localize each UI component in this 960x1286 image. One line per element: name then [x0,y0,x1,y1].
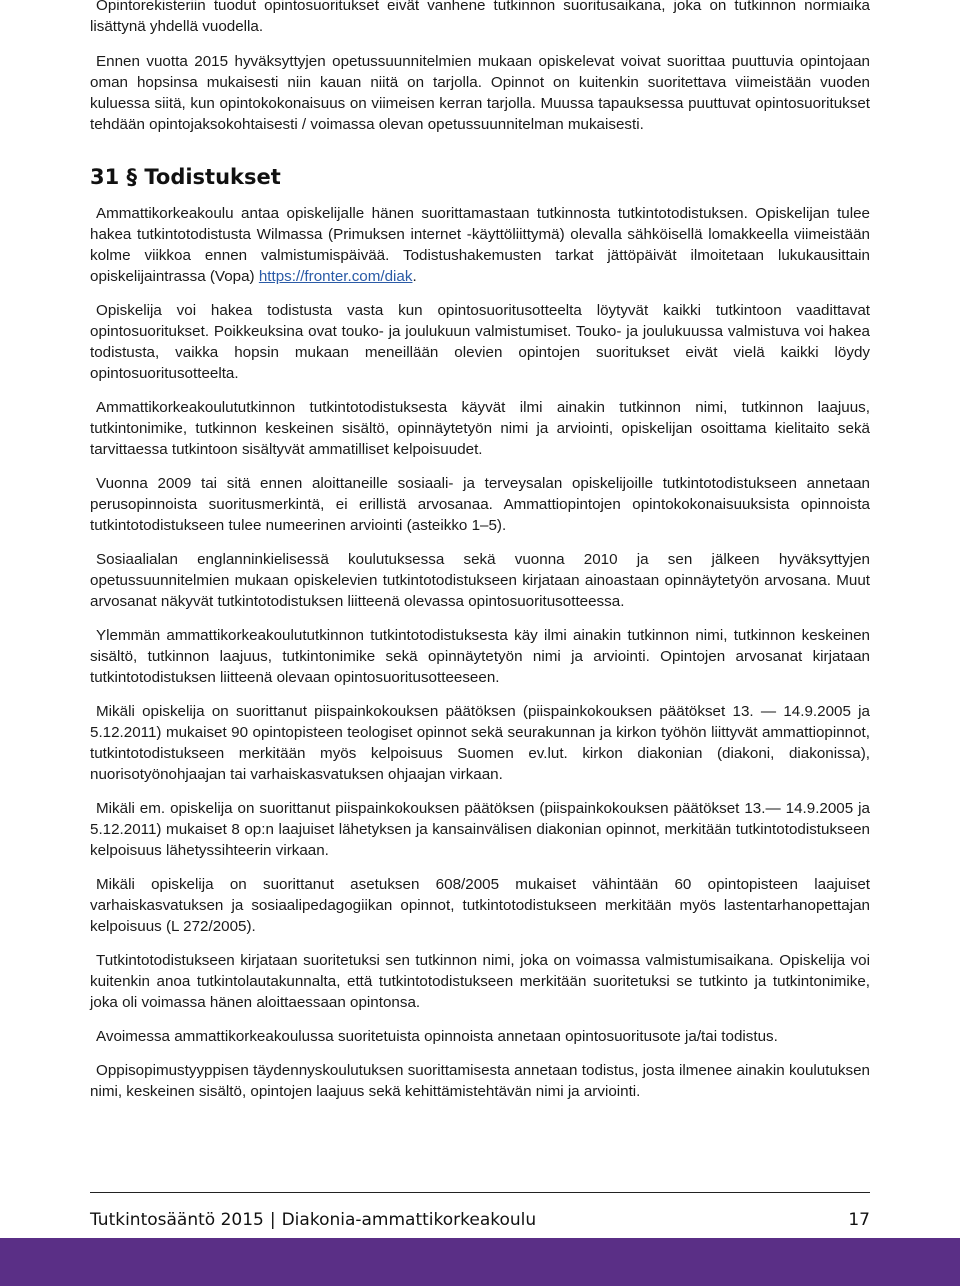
page-footer [90,1192,870,1230]
paragraph-church-qualification: Mikäli opiskelija on suorittanut piispainkokouksen päätöksen (piispainkokouksen päätökset 13. — 14.9.2005 ja 5.12.2011) mukaiset 90 opintopisteen teologiset opinnot sekä seurakunnan ja kirkon työhön liittyvät ammattiopinnot, tutkintotodistukseen merkitään myös kelpoisuus Suomen ev.lut. kirkon diakonian (diakoni, diakonissa), nuorisotyönohjaajan tai varhaiskasvatuksen ohjaajan virkaan. [90,703,870,783]
paragraph-old-curriculum: Ennen vuotta 2015 hyväksyttyjen opetussuunnitelmien mukaan opiskelevat voivat suorittaa puuttuvia opintojaan oman hopsinsa mukaisesti niin kauan niitä on tarjolla. Opinnot on kuitenkin suoritettava viimeistään vuoden kuluessa siitä, kun opintokokonaisuus on viimeisen kerran tarjolla. Muussa tapauksessa puuttuvat opintosuoritukset tehdään opintojaksokohtaisesti / voimassa olevan opetussuunnitelman mukaisesti. [90,53,870,133]
paragraph-2009-students: Vuonna 2009 tai sitä ennen aloittaneille sosiaali- ja terveysalan opiskelijoille tutkintotodistukseen annetaan perusopinnoista suoritusmerkintä, ei erillistä arvosanaa. Ammattiopintojen opintokokonaisuuksista opinnoista tutkintotodistukseen tulee numeerinen arviointi (asteikko 1–5). [90,475,870,534]
section-symbol: § [126,165,138,189]
section-number: 31 [90,165,120,189]
section-title: Todistukset [144,165,281,189]
footer-title-right: Diakonia-ammattikorkeakoulu [281,1210,537,1230]
paragraph-application-timing: Opiskelija voi hakea todistusta vasta kun opintosuoritusotteelta löytyvät kaikki tutkintoon vaadittavat opintosuoritukset. Poikkeuksina ovat touko- ja joulukuun valmistumiset. Touko- ja joulukuussa valmistuva voi hakea todistusta, vaikka hopsin mukaan meneillään olevien opintojen suoritukset eivät vielä kaikki löydy opintosuoritusotteelta. [90,302,870,382]
footer-separator: | [269,1210,276,1230]
page-content [90,0,870,1102]
paragraph-degree-content: Ammattikorkeakoulututkinnon tutkintotodistuksesta käyvät ilmi ainakin tutkinnon nimi, tutkinnon laajuus, tutkintonimike, tutkinnon keskeinen sisältö, opinnäytetyön nimi ja arviointi, opiskelijan osoittama kielitaito sekä tarvittaessa tutkintoon sisältyvät ammatilliset kelpoisuudet. [90,399,870,458]
paragraph-early-education: Mikäli opiskelija on suorittanut asetuksen 608/2005 mukaiset vähintään 60 opintopisteen laajuiset varhaiskasvatuksen ja sosiaalipedagogiikan opinnot, tutkintotodistukseen merkitään myös lastentarhanopettajan kelpoisuus (L 272/2005). [90,876,870,935]
paragraph-certificate-text: Ammattikorkeakoulu antaa opiskelijalle hänen suorittamastaan tutkinnosta tutkintotodistuksen. Opiskelijan tulee hakea tutkintotodistusta Wilmassa (Primuksen internet -käyttöliittymä) olevalla sähköisellä lomakkeella viimeistään kolme viikkoa ennen valmistumispäivää. Todistushakemusten tarkat jättöpäivät ilmoitetaan lukukausittain opiskelijaintrassa (Vopa) [90,205,870,285]
paragraph-open-university: Avoimessa ammattikorkeakoulussa suoritetuista opinnoista annetaan opintosuoritusote ja/tai todistus. [96,1028,778,1045]
paragraph-degree-name: Tutkintotodistukseen kirjataan suoritetuksi sen tutkinnon nimi, joka on voimassa valmistumisaikana. Opiskelija voi kuitenkin anoa tutkintolautakunnalta, että tutkintotodistukseen merkitään suoritetuksi se tutkinto ja tutkintonimike, joka oli voimassa hänen aloittaessaan opintonsa. [90,952,870,1011]
paragraph-apprenticeship: Oppisopimustyyppisen täydennyskoulutuksen suorittamisesta annetaan todistus, josta ilmenee ainakin koulutuksen nimi, keskeinen sisältö, opintojen laajuus sekä kehittämistehtävän nimi ja arviointi. [90,1062,870,1100]
section-heading [90,165,870,189]
page-number: 17 [848,1210,870,1230]
paragraph-english-programme: Sosiaalialan englanninkielisessä koulutuksessa sekä vuonna 2010 ja sen jälkeen hyväksyttyjen opetussuunnitelmien mukaan opiskelevien tutkintotodistukseen kirjataan ainoastaan opinnäytetyön arvosana. Muut arvosanat näkyvät tutkintotodistuksen liitteenä olevassa opintosuoritusotteessa. [90,551,870,610]
footer-title-left: Tutkintosääntö 2015 [90,1210,264,1230]
paragraph-masters-degree: Ylemmän ammattikorkeakoulututkinnon tutkintotodistuksesta käy ilmi ainakin tutkinnon nimi, tutkinnon keskeinen sisältö, tutkinnon laajuus, tutkintonimike sekä opinnäytetyön nimi ja arviointi. Opintojen arvosanat kirjataan tutkintotodistuksen liitteenä olevaan opintosuoritusotteeseen. [90,627,870,686]
footer-color-bar [0,1238,960,1286]
footer-document-title [90,1210,536,1230]
paragraph-certificate-application [90,203,870,287]
fronter-link[interactable]: https://fronter.com/diak [258,268,413,285]
paragraph-course-validity: Opintorekisteriin tuodut opintosuoritukset eivät vanhene tutkinnon suoritusaikana, joka on tutkinnon normiaika lisättynä yhdellä vuodella. [90,0,870,35]
paragraph-mission-secretary: Mikäli em. opiskelija on suorittanut piispainkokouksen päätöksen (piispainkokouksen päätökset 13.— 14.9.2005 ja 5.12.2011) mukaiset 8 op:n laajuiset lähetyksen ja kansainvälisen diakonian opinnot, merkitään tutkintotodistukseen kelpoisuus lähetyssihteerin virkaan. [90,800,870,859]
paragraph-end-mark: . [412,268,417,285]
